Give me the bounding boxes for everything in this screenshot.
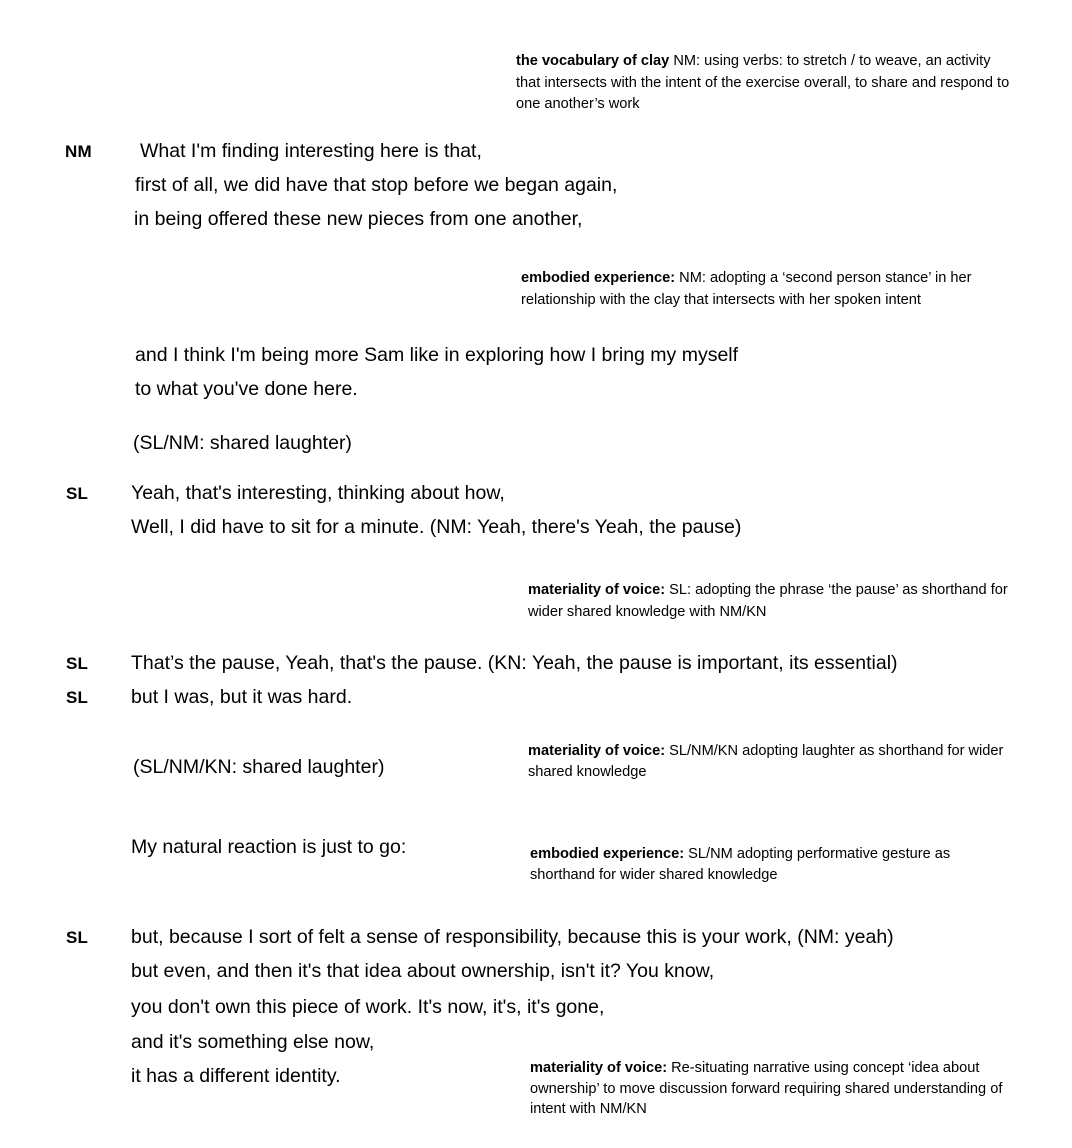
utterance-line: Well, I did have to sit for a minute. (NM: Yeah, there's Yeah, the pause) bbox=[131, 516, 742, 538]
annotation-note-embodied-experience-1 bbox=[521, 268, 1021, 311]
utterance-line: and I think I'm being more Sam like in exploring how I bring my myself bbox=[135, 344, 739, 366]
utterance-line: in being offered these new pieces from one another, bbox=[134, 208, 583, 230]
utterance-line: Yeah, that's interesting, thinking about how, bbox=[131, 482, 505, 504]
annotation-body-text: NM: adopting a ‘second person stance’ in her relationship with the clay that intersects with her spoken intent bbox=[521, 270, 972, 308]
annotation-note-materiality-of-voice-1 bbox=[528, 580, 1033, 623]
annotation-note-embodied-experience-2 bbox=[530, 844, 1010, 885]
annotation-category-label: materiality of voice: bbox=[528, 743, 666, 759]
utterance-line: you don't own this piece of work. It's now, it's, it's gone, bbox=[131, 996, 605, 1018]
utterance-line: but even, and then it's that idea about ownership, isn't it? You know, bbox=[131, 960, 715, 982]
utterance-line: and it's something else now, bbox=[131, 1031, 375, 1053]
aside-shared-laughter: (SL/NM/KN: shared laughter) bbox=[133, 756, 385, 778]
speaker-label-sl: SL bbox=[66, 484, 89, 503]
annotation-note-materiality-of-voice-2 bbox=[528, 741, 1020, 782]
utterance-line: My natural reaction is just to go: bbox=[131, 836, 407, 858]
speaker-label-sl: SL bbox=[66, 688, 89, 707]
utterance-line: to what you've done here. bbox=[135, 378, 358, 400]
utterance-line: first of all, we did have that stop before we began again, bbox=[135, 174, 618, 196]
speaker-label-sl: SL bbox=[66, 928, 89, 947]
annotation-category-label: materiality of voice: bbox=[528, 582, 666, 598]
annotation-note-vocabulary-of-clay bbox=[516, 51, 1016, 116]
annotation-body-text: SL: adopting the phrase ‘the pause’ as shorthand for wider shared knowledge with NM/KN bbox=[528, 582, 1008, 620]
speaker-label-sl: SL bbox=[66, 654, 89, 673]
utterance-line: but, because I sort of felt a sense of responsibility, because this is your work, (NM: yeah) bbox=[131, 926, 894, 948]
annotation-category-label: the vocabulary of clay bbox=[516, 53, 670, 69]
annotation-category-label: embodied experience: bbox=[521, 270, 676, 286]
utterance-line: That’s the pause, Yeah, that's the pause. (KN: Yeah, the pause is important, its essential) bbox=[131, 652, 898, 674]
aside-shared-laughter: (SL/NM: shared laughter) bbox=[133, 432, 352, 454]
speaker-label-nm: NM bbox=[65, 142, 92, 161]
utterance-line: it has a different identity. bbox=[131, 1065, 341, 1087]
utterance-line: What I'm finding interesting here is that, bbox=[140, 140, 482, 162]
annotation-body-text: NM: using verbs: to stretch / to weave, an activity that intersects with the intent of the exercise overall, to share and respond to one another’s work bbox=[516, 53, 1010, 112]
utterance-line: but I was, but it was hard. bbox=[131, 686, 353, 708]
annotation-body-text: SL/NM/KN adopting laughter as shorthand for wider shared knowledge bbox=[528, 743, 1004, 780]
annotation-note-materiality-of-voice-3 bbox=[530, 1058, 1010, 1120]
annotation-body-text: Re-situating narrative using concept ‘idea about ownership’ to move discussion forward requiring shared understanding of intent with NM/KN bbox=[530, 1060, 1003, 1117]
annotation-body-text: SL/NM adopting performative gesture as shorthand for wider shared knowledge bbox=[530, 846, 951, 883]
annotation-category-label: embodied experience: bbox=[530, 846, 685, 862]
annotation-category-label: materiality of voice: bbox=[530, 1060, 668, 1076]
